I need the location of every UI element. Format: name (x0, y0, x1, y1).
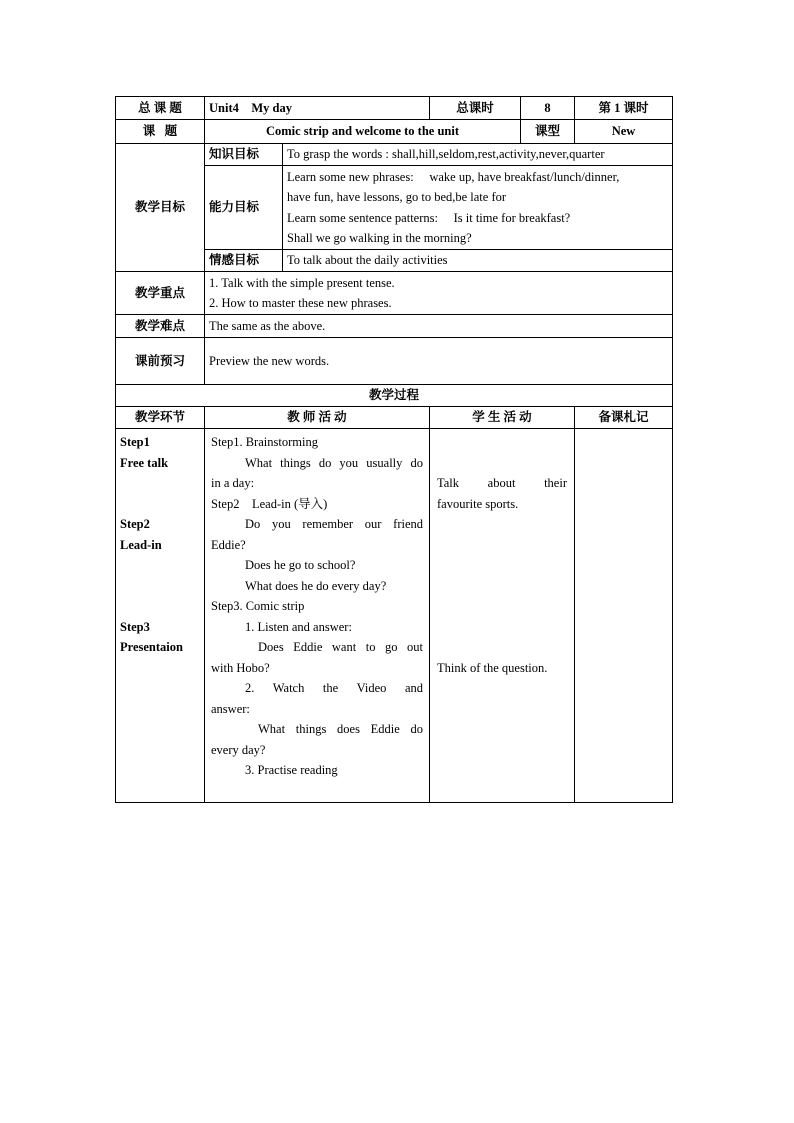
ability-line: have fun, have lessons, go to bed,be late for (287, 190, 507, 204)
objectives-label: 教学目标 (116, 144, 205, 272)
teacher-step-title: Step1. Brainstorming (211, 435, 318, 449)
key-points-label: 教学重点 (116, 272, 205, 315)
ability-text (283, 166, 673, 250)
type-label: 课型 (521, 120, 575, 144)
stage-step: Step3 (120, 619, 150, 634)
stage-step: Step2 (120, 517, 150, 531)
stage-name: Lead-in (120, 537, 162, 552)
teacher-question-cont: Eddie? (211, 537, 246, 552)
emotion-label: 情感目标 (205, 250, 283, 272)
process-title: 教学过程 (116, 385, 673, 407)
total-hours-label: 总课时 (430, 97, 521, 120)
ability-line: Learn some new phrases: wake up, have breakfast/lunch/dinner, (287, 169, 620, 184)
topic-label: 课 题 (116, 120, 205, 144)
ability-line: Shall we go walking in the morning? (287, 231, 472, 245)
difficulties-text: The same as the above. (205, 315, 673, 338)
student-activity: Think of the question. (437, 660, 548, 675)
teacher-question-cont: in a day: (211, 476, 255, 490)
process-header-row (116, 407, 673, 429)
student-column (430, 429, 575, 803)
teacher-question: What things does Eddie do (258, 722, 423, 736)
teacher-task: 3. Practise reading (245, 763, 338, 777)
preview-label: 课前预习 (116, 338, 205, 385)
header-row-2 (116, 120, 673, 144)
notes-column[interactable] (575, 429, 673, 803)
student-activity-cont: favourite sports. (437, 496, 519, 511)
process-body-row (116, 429, 673, 803)
process-title-row (116, 385, 673, 407)
total-topic: Unit4 My day (205, 97, 430, 120)
knowledge-text: To grasp the words : shall,hill,seldom,rest,activity,never,quarter (283, 144, 673, 166)
col-stage: 教学环节 (116, 407, 205, 429)
type: New (575, 120, 673, 144)
teacher-task-cont: answer: (211, 701, 250, 716)
difficulties-label: 教学难点 (116, 315, 205, 338)
key-point: 2. How to master these new phrases. (209, 296, 392, 310)
teacher-question: What things do you usually do (245, 455, 423, 470)
teacher-task: 1. Listen and answer: (245, 619, 352, 634)
col-student: 学 生 活 动 (430, 407, 575, 429)
teacher-question: Does he go to school? (245, 558, 356, 572)
total-hours: 8 (521, 97, 575, 120)
topic: Comic strip and welcome to the unit (205, 120, 521, 144)
key-points-text (205, 272, 673, 315)
key-points-row (116, 272, 673, 315)
stage-column (116, 429, 205, 803)
teacher-task: 2. Watch the Video and (245, 681, 423, 695)
key-point: 1. Talk with the simple present tense. (209, 275, 395, 290)
lesson-plan-table (115, 96, 673, 803)
student-activity: Talk about their (437, 476, 567, 490)
ability-label: 能力目标 (205, 166, 283, 250)
total-topic-label: 总 课 题 (116, 97, 205, 120)
stage-name: Free talk (120, 455, 169, 470)
emotion-text: To talk about the daily activities (283, 250, 673, 272)
col-notes: 备课札记 (575, 407, 673, 429)
ability-line: Learn some sentence patterns: Is it time for breakfast? (287, 210, 571, 225)
col-teacher: 教 师 活 动 (205, 407, 430, 429)
teacher-question: What does he do every day? (245, 578, 387, 593)
teacher-column (205, 429, 430, 803)
teacher-step-title: Step2 Lead-in (导入) (211, 496, 328, 511)
preview-row (116, 338, 673, 385)
lesson-plan (115, 96, 672, 803)
knowledge-label: 知识目标 (205, 144, 283, 166)
teacher-step-title: Step3. Comic strip (211, 599, 305, 613)
header-row-1 (116, 97, 673, 120)
stage-step: Step1 (120, 435, 150, 449)
teacher-question-cont: every day? (211, 742, 266, 757)
stage-name: Presentaion (120, 640, 183, 654)
preview-text: Preview the new words. (205, 338, 673, 385)
difficulties-row (116, 315, 673, 338)
period: 第 1 课时 (575, 97, 673, 120)
knowledge-row (116, 144, 673, 166)
teacher-question: Do you remember our friend (245, 517, 423, 531)
teacher-question-cont: with Hobo? (211, 660, 270, 675)
teacher-question: Does Eddie want to go out (258, 640, 423, 654)
